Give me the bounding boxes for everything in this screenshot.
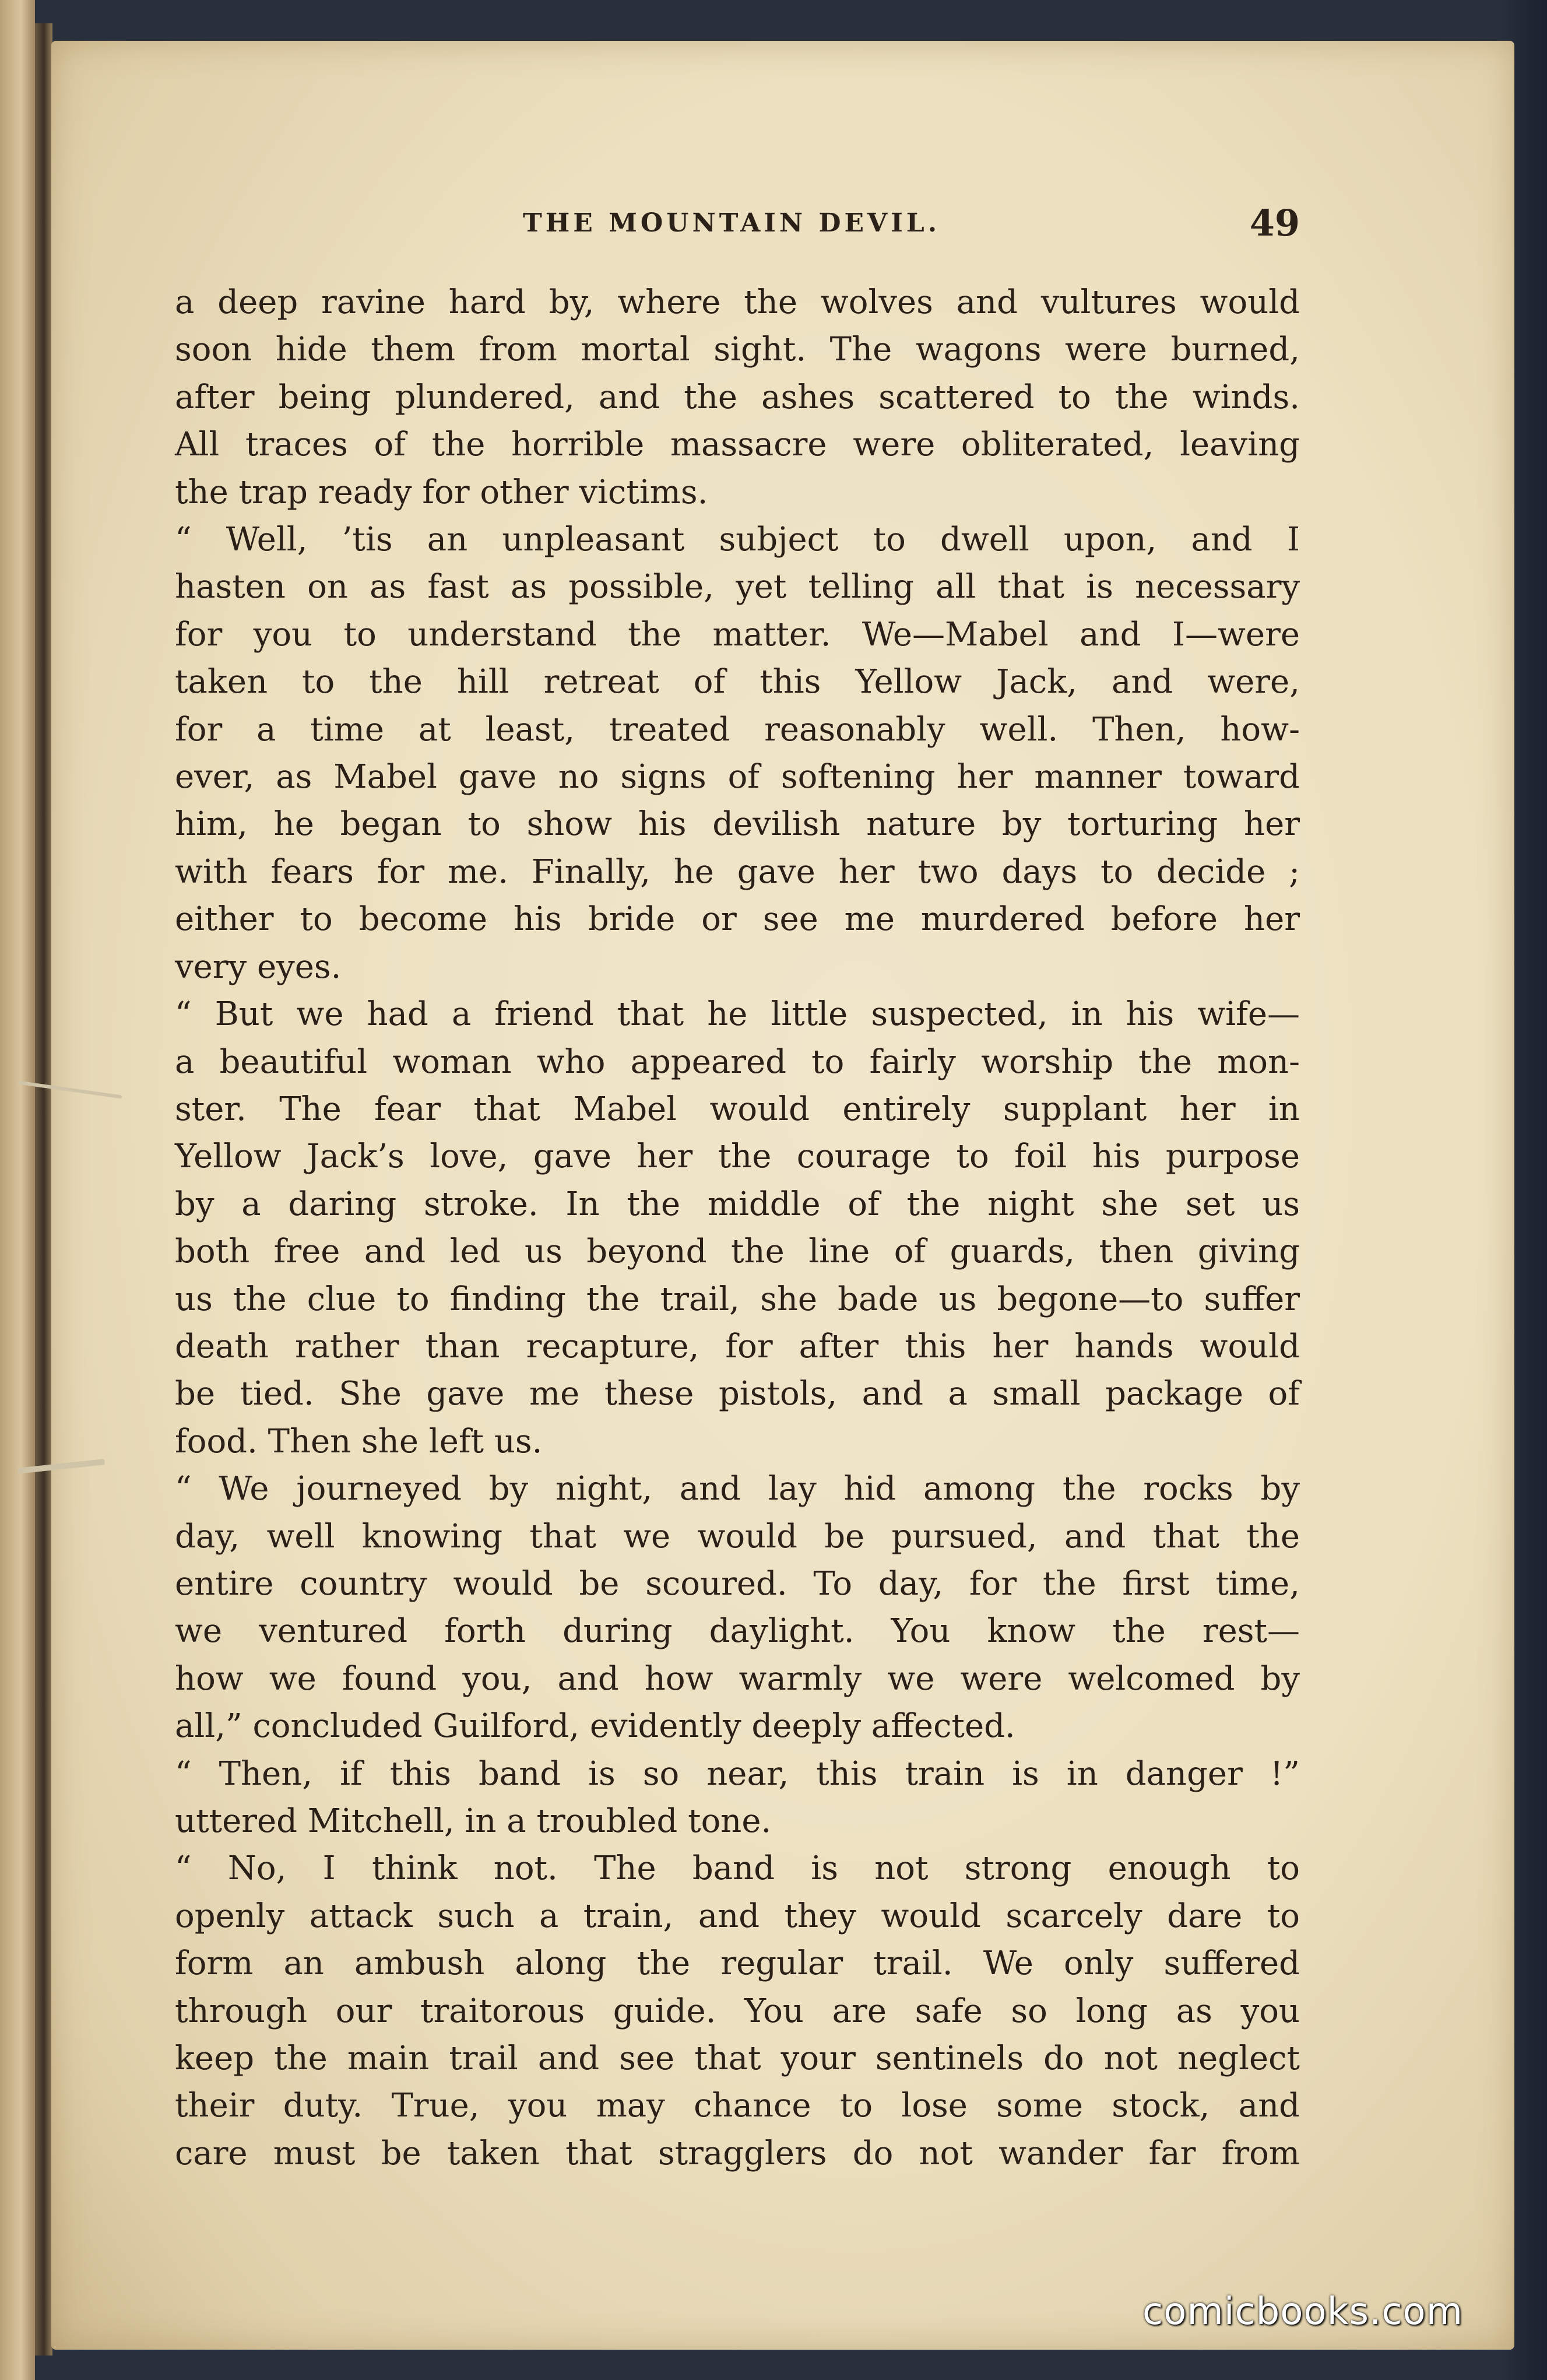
text-line: hasten on as fast as possible, yet telling all that is necessary [175,568,1300,606]
text-line: food. Then she left us. [175,1422,543,1461]
text-line: uttered Mitchell, in a troubled tone. [175,1802,772,1840]
text-line: how we found you, and how warmly we were welcomed by [175,1659,1300,1698]
text-line: we ventured forth during daylight. You know the rest— [175,1612,1300,1651]
text-line: very eyes. [175,947,342,986]
book-spine [35,23,52,2356]
text-line: taken to the hill retreat of this Yellow Jack, and were, [175,663,1300,701]
text-line: for a time at least, treated reasonably well. Then, how- [175,710,1300,749]
watermark: comicbooks.com [1142,2290,1464,2333]
text-line: all,” concluded Guilford, evidently deeply affected. [175,1707,1015,1746]
paragraph [175,1845,1300,2177]
text-line: soon hide them from mortal sight. The wagons were burned, [175,331,1300,369]
text-line: ever, as Mabel gave no signs of softening her manner toward [175,758,1300,796]
text-line: entire country would be scoured. To day, for the first time, [175,1564,1300,1603]
paragraph [175,516,1300,991]
text-line: a beautiful woman who appeared to fairly worship the mon- [175,1042,1300,1081]
text-line: through our traitorous guide. You are safe so long as you [175,1992,1300,2030]
text-line: “ Well, ’tis an unpleasant subject to dwell upon, and I [175,521,1300,559]
text-line: “ But we had a friend that he little suspected, in his wife— [175,995,1300,1034]
paragraph [175,1465,1300,1750]
page-header [169,197,1300,250]
text-line: the trap ready for other victims. [175,473,708,511]
text-line: both free and led us beyond the line of guards, then giving [175,1233,1300,1271]
text-line: after being plundered, and the ashes scattered to the winds. [175,378,1300,416]
text-line: care must be taken that stragglers do not wander far from [175,2134,1300,2172]
body-text [175,279,1300,2177]
text-line: keep the main trail and see that your sentinels do not neglect [175,2040,1300,2078]
text-line: a deep ravine hard by, where the wolves and vultures would [175,283,1300,321]
text-line: with fears for me. Finally, he gave her two days to decide ; [175,852,1300,891]
text-line: “ We journeyed by night, and lay hid among the rocks by [175,1470,1300,1508]
running-head: THE MOUNTAIN DEVIL. [522,208,941,238]
text-line: by a daring stroke. In the middle of the night she set us [175,1185,1300,1223]
text-line: form an ambush along the regular trail. We only suffered [175,1944,1300,1983]
facing-page-edge [0,0,35,2380]
text-line: either to become his bride or see me murdered before her [175,900,1300,939]
text-line: Yellow Jack’s love, gave her the courage to foil his purpose [175,1138,1300,1176]
text-line: openly attack such a train, and they would scarcely dare to [175,1897,1300,1935]
paragraph [175,279,1300,516]
text-line: “ Then, if this band is so near, this train is in danger !” [175,1754,1300,1793]
text-line: day, well knowing that we would be pursued, and that the [175,1517,1300,1556]
text-line: him, he began to show his devilish nature by torturing her [175,805,1300,844]
paragraph [175,1750,1300,1845]
text-line: death rather than recapture, for after this her hands would [175,1327,1300,1365]
paragraph [175,991,1300,1465]
text-line: us the clue to finding the trail, she bade us begone—to suffer [175,1280,1300,1318]
text-line: ster. The fear that Mabel would entirely supplant her in [175,1090,1300,1128]
text-line: “ No, I think not. The band is not strong enough to [175,1849,1300,1888]
text-line: be tied. She gave me these pistols, and a small package of [175,1375,1300,1413]
text-line: for you to understand the matter. We—Mabel and I—were [175,615,1300,654]
text-line: All traces of the horrible massacre were obliterated, leaving [175,426,1300,464]
page-number: 49 [1249,202,1300,244]
text-line: their duty. True, you may chance to lose some stock, and [175,2087,1300,2125]
